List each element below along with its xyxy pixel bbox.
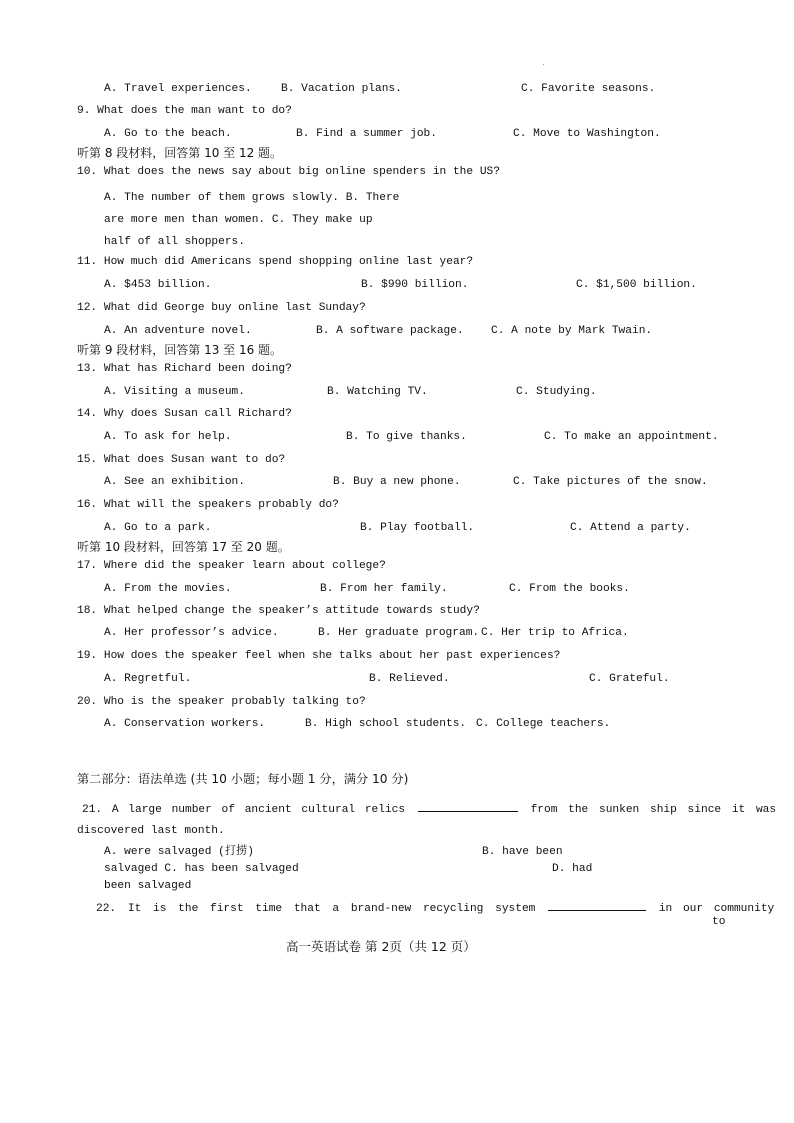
q13-option-b: B. Watching TV. xyxy=(327,386,428,398)
q22-stem-pre: 22. It is the first time that a brand-new recycling system xyxy=(96,903,536,915)
q16-option-a: A. Go to a park. xyxy=(104,522,212,534)
q11-option-a: A. $453 billion. xyxy=(104,279,212,291)
q17-option-a: A. From the movies. xyxy=(104,583,232,595)
q12-option-b: B. A software package. xyxy=(316,325,464,337)
q15-stem: 15. What does Susan want to do? xyxy=(77,454,286,466)
q19-option-c: C. Grateful. xyxy=(589,673,670,685)
q16-stem: 16. What will the speakers probably do? xyxy=(77,499,339,511)
q9-option-b: B. Find a summer job. xyxy=(296,128,437,140)
q21-stem-pre: 21. A large number of ancient cultural relics xyxy=(82,804,406,816)
q21-option-d: D. had xyxy=(552,863,593,875)
q8-option-b: B. Vacation plans. xyxy=(281,83,402,95)
q20-option-b: B. High school students. xyxy=(305,718,467,730)
q13-option-c: C. Studying. xyxy=(516,386,597,398)
q18-stem: 18. What helped change the speaker’s attitude towards study? xyxy=(77,605,480,617)
q22-stem-line2: to xyxy=(712,916,726,928)
scan-speck xyxy=(543,64,544,65)
q18-option-a: A. Her professor’s advice. xyxy=(104,627,279,639)
q10-options-line3: half of all shoppers. xyxy=(104,236,245,248)
q10-options-line1: A. The number of them grows slowly. B. There xyxy=(104,192,400,204)
q21-option-a: A. were salvaged (打捞) xyxy=(104,846,254,858)
q21-option-line4: salvaged C. has been salvaged xyxy=(104,863,299,875)
q21-stem-line2: discovered last month. xyxy=(77,825,225,837)
q21-answer-blank xyxy=(418,801,518,812)
q9-option-a: A. Go to the beach. xyxy=(104,128,232,140)
q22-stem-post: in our community xyxy=(658,903,775,915)
q9-stem: 9. What does the man want to do? xyxy=(77,105,292,117)
q21-option-line5: been salvaged xyxy=(104,880,192,892)
q8-option-a: A. Travel experiences. xyxy=(104,83,252,95)
q10-stem: 10. What does the news say about big online spenders in the US? xyxy=(77,166,500,178)
q19-option-a: A. Regretful. xyxy=(104,673,192,685)
q11-option-c: C. $1,500 billion. xyxy=(576,279,697,291)
page-footer: 高一英语试卷 第 2页（共 12 页） xyxy=(286,939,476,954)
q20-stem: 20. Who is the speaker probably talking to? xyxy=(77,696,366,708)
q11-option-b: B. $990 billion. xyxy=(361,279,469,291)
q13-stem: 13. What has Richard been doing? xyxy=(77,363,292,375)
q17-option-b: B. From her family. xyxy=(320,583,448,595)
q18-option-b: B. Her graduate program. xyxy=(318,627,480,639)
section-heading-9: 听第 9 段材料，回答第 13 至 16 题。 xyxy=(77,343,283,357)
q10-options-line2: are more men than women. C. They make up xyxy=(104,214,373,226)
q11-stem: 11. How much did Americans spend shopping online last year? xyxy=(77,256,474,268)
q14-stem: 14. Why does Susan call Richard? xyxy=(77,408,292,420)
q22-stem-line1 xyxy=(96,900,774,916)
q12-stem: 12. What did George buy online last Sunday? xyxy=(77,302,366,314)
q15-option-a: A. See an exhibition. xyxy=(104,476,245,488)
q21-option-b: B. have been xyxy=(482,846,563,858)
q21-stem-post: from the sunken ship since it was xyxy=(530,804,777,816)
q15-option-c: C. Take pictures of the snow. xyxy=(513,476,708,488)
part2-title: 第二部分：语法单选 (共 10 小题；每小题 1 分，满分 10 分) xyxy=(77,772,409,786)
q22-answer-blank xyxy=(548,900,646,911)
q13-option-a: A. Visiting a museum. xyxy=(104,386,245,398)
q19-option-b: B. Relieved. xyxy=(369,673,450,685)
q16-option-b: B. Play football. xyxy=(360,522,475,534)
q15-option-b: B. Buy a new phone. xyxy=(333,476,461,488)
q14-option-a: A. To ask for help. xyxy=(104,431,232,443)
q20-option-a: A. Conservation workers. xyxy=(104,718,266,730)
q12-option-a: A. An adventure novel. xyxy=(104,325,252,337)
q16-option-c: C. Attend a party. xyxy=(570,522,691,534)
section-heading-10: 听第 10 段材料，回答第 17 至 20 题。 xyxy=(77,540,290,554)
q20-option-c: C. College teachers. xyxy=(476,718,611,730)
q9-option-c: C. Move to Washington. xyxy=(513,128,661,140)
q14-option-b: B. To give thanks. xyxy=(346,431,467,443)
q18-option-c: C. Her trip to Africa. xyxy=(481,627,629,639)
q21-stem-line1 xyxy=(82,801,776,817)
q19-stem: 19. How does the speaker feel when she talks about her past experiences? xyxy=(77,650,561,662)
q8-option-c: C. Favorite seasons. xyxy=(521,83,656,95)
q17-stem: 17. Where did the speaker learn about college? xyxy=(77,560,386,572)
q14-option-c: C. To make an appointment. xyxy=(544,431,719,443)
q17-option-c: C. From the books. xyxy=(509,583,630,595)
section-heading-8: 听第 8 段材料，回答第 10 至 12 题。 xyxy=(77,146,283,160)
q12-option-c: C. A note by Mark Twain. xyxy=(491,325,653,337)
